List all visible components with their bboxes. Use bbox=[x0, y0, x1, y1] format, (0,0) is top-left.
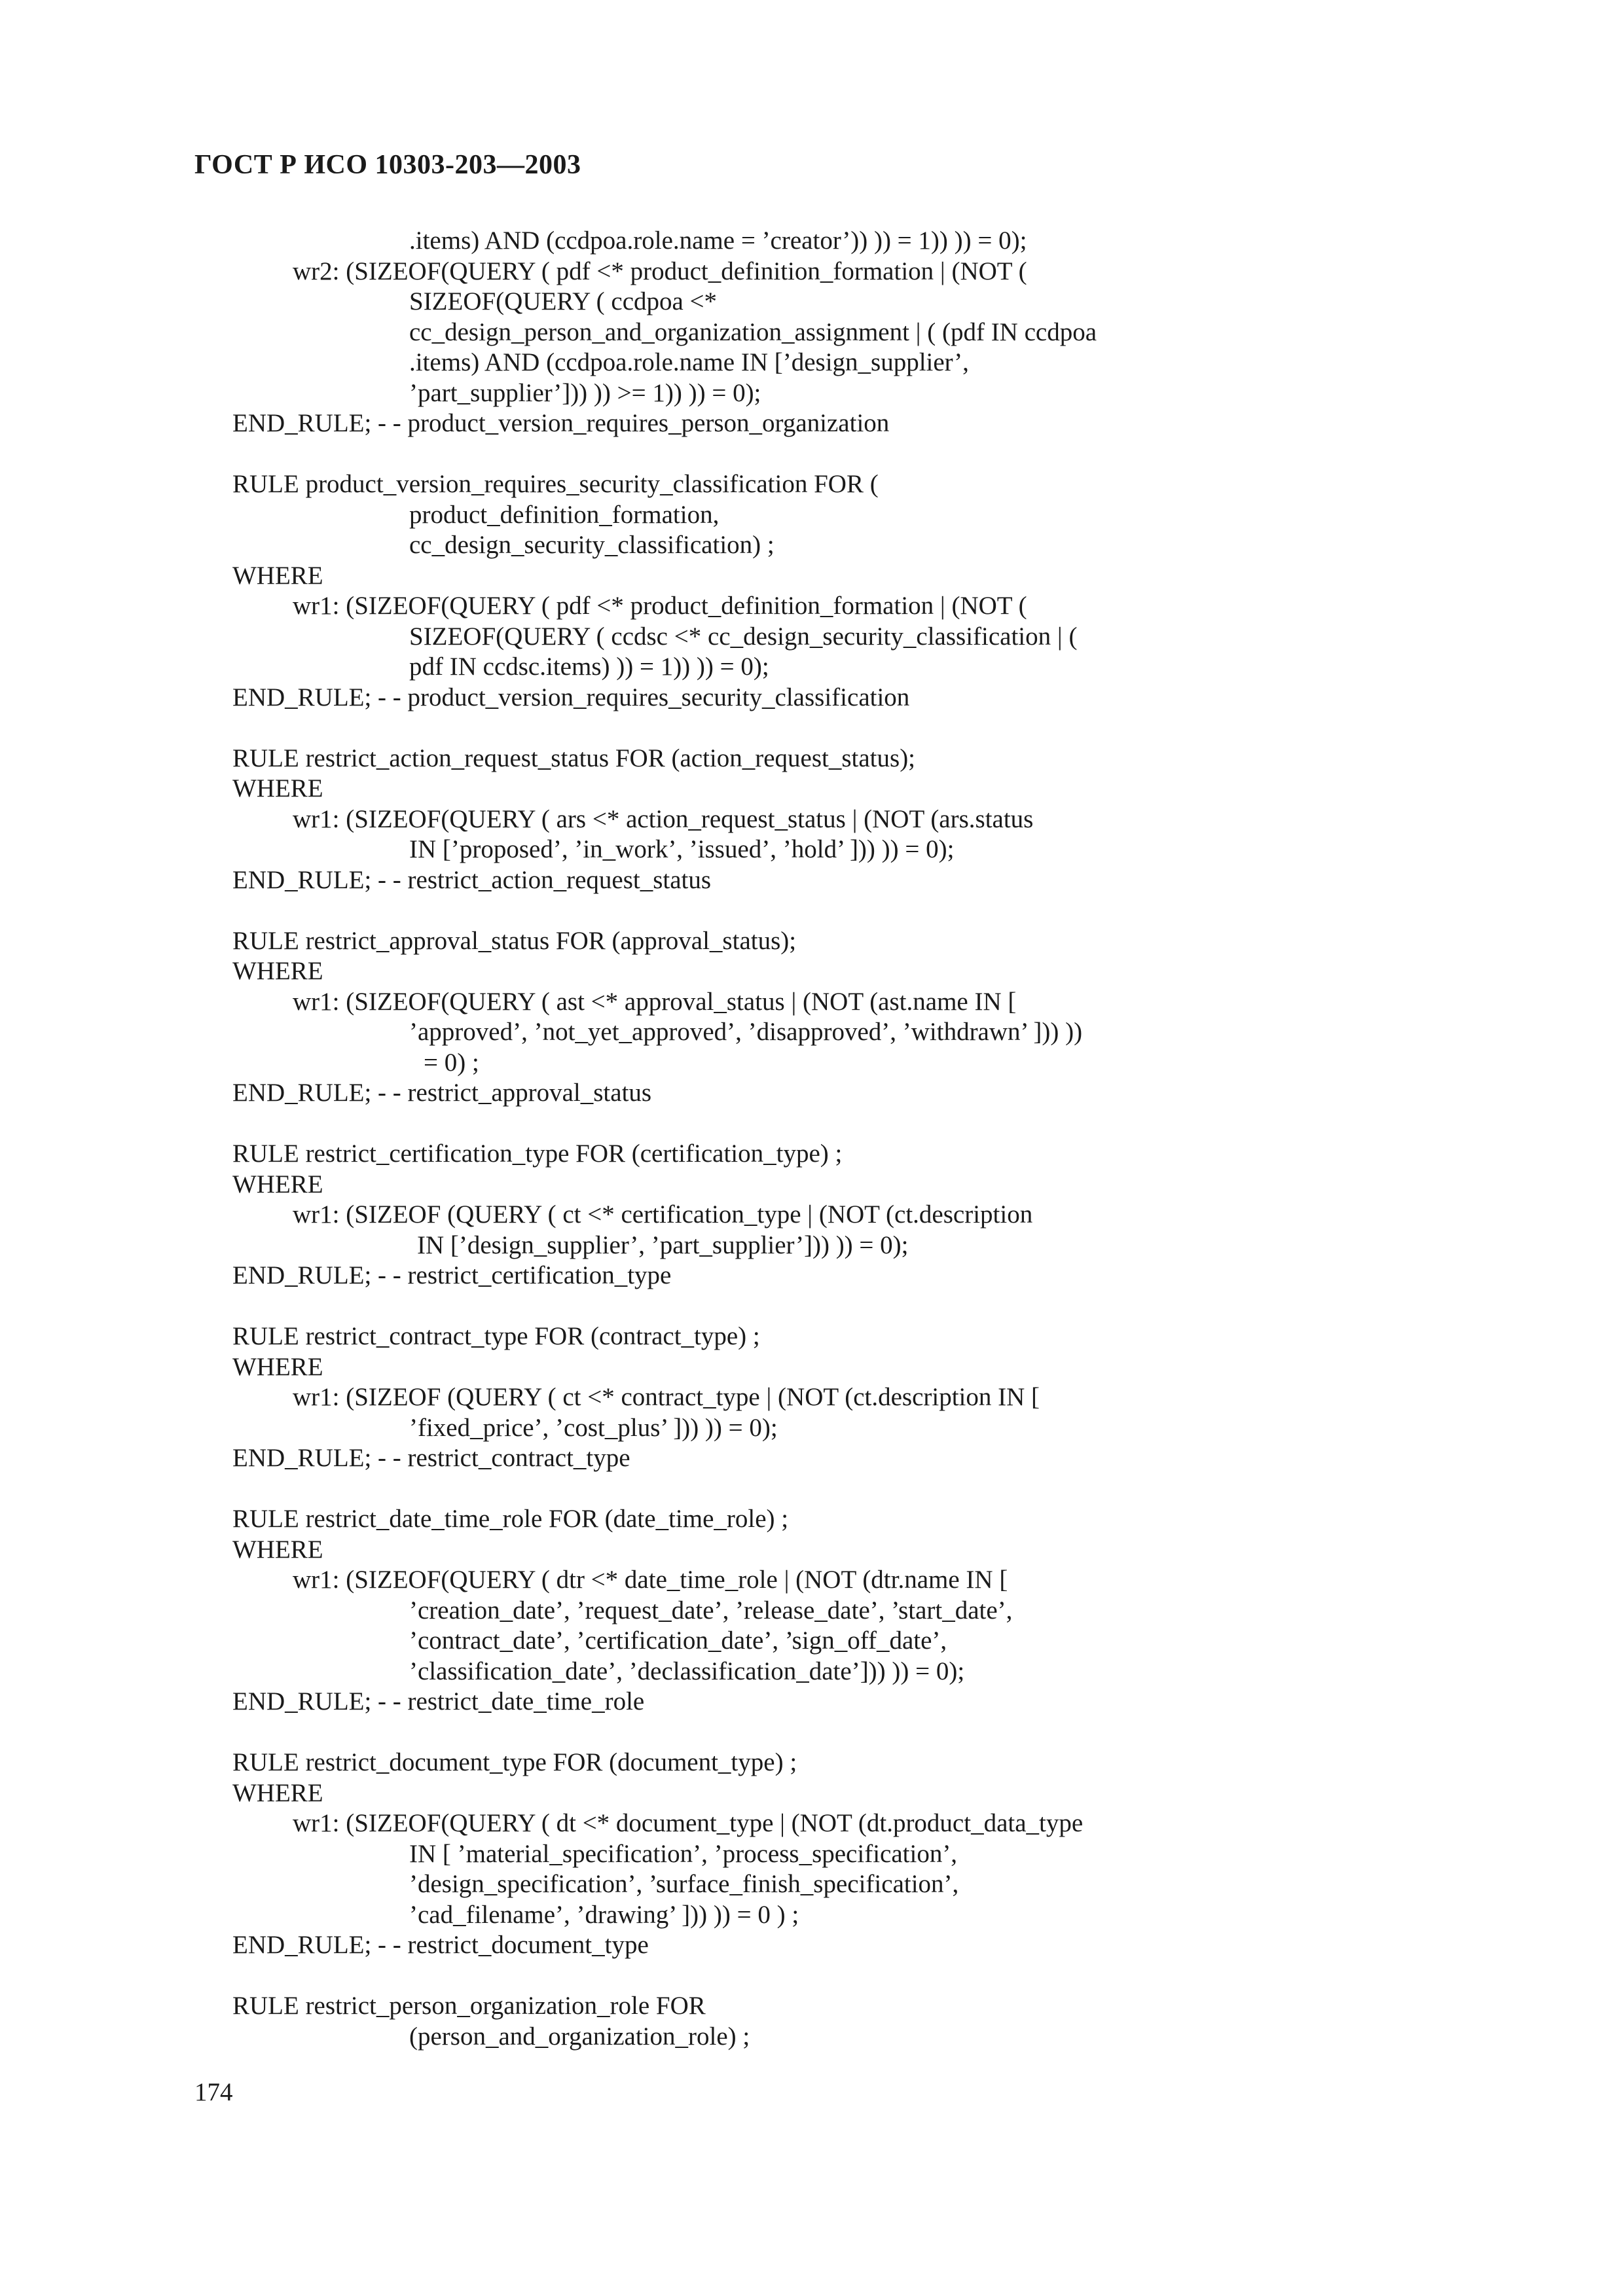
code-line: IN [ ’material_specification’, ’process_specification’, bbox=[409, 1839, 958, 1868]
page-header-title: ГОСТ Р ИСО 10303-203—2003 bbox=[194, 150, 581, 180]
code-line: wr1: (SIZEOF(QUERY ( ars <* action_request_status | (NOT (ars.status bbox=[293, 804, 1034, 833]
code-line: ’approved’, ’not_yet_approved’, ’disapproved’, ’withdrawn’ ])) )) bbox=[409, 1018, 1083, 1046]
blank-line bbox=[194, 1961, 1097, 1992]
code-line: END_RULE; - - restrict_certification_type bbox=[232, 1261, 672, 1289]
code-line: wr2: (SIZEOF(QUERY ( pdf <* product_definition_formation | (NOT ( bbox=[293, 257, 1027, 285]
code-line: END_RULE; - - restrict_date_time_role bbox=[232, 1687, 645, 1715]
code-line: IN [’design_supplier’, ’part_supplier’])) )) = 0); bbox=[417, 1230, 909, 1259]
code-line: RULE restrict_contract_type FOR (contract_type) ; bbox=[232, 1322, 760, 1350]
code-line: END_RULE; - - restrict_contract_type bbox=[232, 1444, 630, 1472]
code-line: .items) AND (ccdpoa.role.name IN [’design_supplier’, bbox=[409, 348, 969, 376]
code-line: IN [’proposed’, ’in_work’, ’issued’, ’hold’ ])) )) = 0); bbox=[409, 835, 955, 863]
code-line: WHERE bbox=[232, 1778, 323, 1807]
code-line: END_RULE; - - product_version_requires_security_classification bbox=[232, 683, 910, 711]
code-line: wr1: (SIZEOF (QUERY ( ct <* contract_type | (NOT (ct.description IN [ bbox=[293, 1383, 1040, 1411]
code-line: .items) AND (ccdpoa.role.name = ’creator’)) )) = 1)) )) = 0); bbox=[409, 226, 1027, 255]
code-line: RULE restrict_approval_status FOR (approval_status); bbox=[232, 926, 797, 955]
code-line: WHERE bbox=[232, 957, 323, 985]
code-line: WHERE bbox=[232, 1170, 323, 1198]
code-line: pdf IN ccdsc.items) )) = 1)) )) = 0); bbox=[409, 653, 769, 681]
blank-line bbox=[194, 1717, 1097, 1748]
code-line: END_RULE; - - restrict_approval_status bbox=[232, 1079, 652, 1107]
code-line: WHERE bbox=[232, 774, 323, 802]
express-code-listing bbox=[194, 226, 1097, 2052]
code-line: RULE restrict_certification_type FOR (certification_type) ; bbox=[232, 1139, 843, 1168]
page-number: 174 bbox=[194, 2078, 233, 2106]
code-line: wr1: (SIZEOF(QUERY ( pdf <* product_definition_formation | (NOT ( bbox=[293, 592, 1027, 620]
code-line: wr1: (SIZEOF(QUERY ( dtr <* date_time_role | (NOT (dtr.name IN [ bbox=[293, 1566, 1008, 1594]
blank-line bbox=[194, 895, 1097, 926]
code-line: END_RULE; - - product_version_requires_person_organization bbox=[232, 409, 890, 437]
code-line: SIZEOF(QUERY ( ccdpoa <* bbox=[409, 287, 718, 315]
code-line: RULE restrict_action_request_status FOR (action_request_status); bbox=[232, 744, 916, 772]
code-line: END_RULE; - - restrict_action_request_status bbox=[232, 865, 712, 894]
code-line: RULE restrict_date_time_role FOR (date_time_role) ; bbox=[232, 1505, 789, 1533]
code-line: END_RULE; - - restrict_document_type bbox=[232, 1931, 649, 1959]
code-line: ’fixed_price’, ’cost_plus’ ])) )) = 0); bbox=[409, 1413, 778, 1442]
blank-line bbox=[194, 1291, 1097, 1322]
code-line: ’cad_filename’, ’drawing’ ])) )) = 0 ) ; bbox=[409, 1900, 799, 1929]
blank-line bbox=[194, 713, 1097, 744]
blank-line bbox=[194, 1109, 1097, 1139]
blank-line bbox=[194, 439, 1097, 470]
code-line: wr1: (SIZEOF (QUERY ( ct <* certification_type | (NOT (ct.description bbox=[293, 1200, 1033, 1229]
code-line: WHERE bbox=[232, 1352, 323, 1381]
code-line: (person_and_organization_role) ; bbox=[409, 2022, 750, 2051]
code-line: RULE restrict_person_organization_role FOR bbox=[232, 1992, 706, 2020]
code-line: SIZEOF(QUERY ( ccdsc <* cc_design_security_classification | ( bbox=[409, 622, 1078, 651]
code-line: WHERE bbox=[232, 1535, 323, 1564]
code-line: ’design_specification’, ’surface_finish_specification’, bbox=[409, 1870, 959, 1898]
code-line: ’classification_date’, ’declassification_date’])) )) = 0); bbox=[409, 1657, 965, 1685]
code-line: wr1: (SIZEOF(QUERY ( dt <* document_type | (NOT (dt.product_data_type bbox=[293, 1809, 1084, 1837]
code-line: cc_design_person_and_organization_assignment | ( (pdf IN ccdpoa bbox=[409, 317, 1097, 346]
code-line: WHERE bbox=[232, 561, 323, 590]
code-line: product_definition_formation, bbox=[409, 500, 720, 529]
code-line: RULE product_version_requires_security_classification FOR ( bbox=[232, 470, 879, 498]
code-line: cc_design_security_classification) ; bbox=[409, 531, 775, 559]
code-line: wr1: (SIZEOF(QUERY ( ast <* approval_status | (NOT (ast.name IN [ bbox=[293, 987, 1017, 1016]
code-line: = 0) ; bbox=[424, 1048, 479, 1077]
code-line: RULE restrict_document_type FOR (document_type) ; bbox=[232, 1748, 797, 1776]
blank-line bbox=[194, 1474, 1097, 1505]
code-line: ’creation_date’, ’request_date’, ’release_date’, ’start_date’, bbox=[409, 1596, 1013, 1624]
code-line: ’contract_date’, ’certification_date’, ’sign_off_date’, bbox=[409, 1626, 947, 1655]
code-line: ’part_supplier’])) )) >= 1)) )) = 0); bbox=[409, 378, 761, 407]
